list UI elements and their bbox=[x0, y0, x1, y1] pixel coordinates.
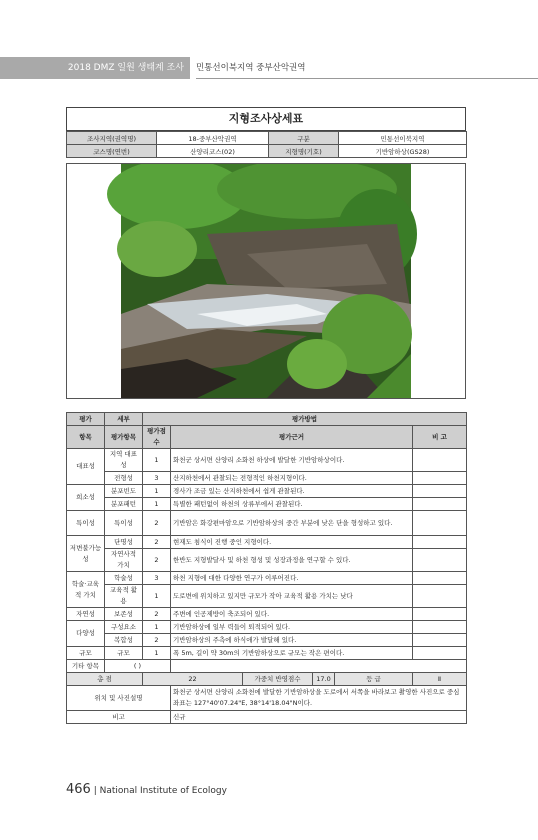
eval-subitem: 지역 대표성 bbox=[105, 449, 143, 472]
eval-header-sub2: 평가항목 bbox=[105, 426, 143, 449]
eval-note bbox=[413, 572, 467, 585]
eval-header-sub: 세부 bbox=[105, 413, 143, 426]
eval-subitem: 규모 bbox=[105, 647, 143, 660]
total-value: 22 bbox=[143, 673, 243, 686]
eval-row bbox=[67, 449, 467, 472]
eval-basis: 기반암하상의 주측에 하식애가 발달해 있다. bbox=[171, 634, 413, 647]
eval-row bbox=[67, 511, 467, 536]
eval-row bbox=[67, 536, 467, 549]
eval-subitem: 구성요소 bbox=[105, 621, 143, 634]
eval-location-row bbox=[67, 686, 467, 711]
other-blank bbox=[171, 660, 467, 673]
eval-score: 2 bbox=[143, 511, 171, 536]
info-value: 기반암하상(GS28) bbox=[339, 145, 467, 158]
eval-row bbox=[67, 621, 467, 634]
info-value: 산양리코스(02) bbox=[157, 145, 269, 158]
other-value: ( ) bbox=[105, 660, 171, 673]
eval-note bbox=[413, 647, 467, 660]
eval-basis: 한반도 지형발달사 및 하천 형성 및 성장과정을 연구할 수 있다. bbox=[171, 549, 413, 572]
eval-note-row bbox=[67, 711, 467, 724]
weighted-label: 가중치 반영점수 bbox=[243, 673, 313, 686]
eval-subitem: 전형성 bbox=[105, 472, 143, 485]
info-label: 조사지역(권역명) bbox=[67, 132, 157, 145]
eval-category: 자연성 bbox=[67, 608, 105, 621]
eval-score: 3 bbox=[143, 572, 171, 585]
note-label: 비고 bbox=[67, 711, 171, 724]
eval-basis: 현재도 침식이 진행 중인 지형이다. bbox=[171, 536, 413, 549]
eval-note bbox=[413, 511, 467, 536]
eval-score: 1 bbox=[143, 585, 171, 608]
page-footer bbox=[66, 782, 227, 797]
footer-organization: National Institute of Ecology bbox=[99, 786, 227, 796]
eval-basis: 기반암하상에 일부 력들이 퇴적되어 있다. bbox=[171, 621, 413, 634]
info-label: 구분 bbox=[269, 132, 339, 145]
eval-note bbox=[413, 621, 467, 634]
info-row bbox=[67, 132, 467, 145]
eval-basis: 화천군 상서면 산양리 소화천 하상에 발달한 기반암하상이다. bbox=[171, 449, 413, 472]
running-header-left: 2018 DMZ 일원 생태계 조사 bbox=[0, 57, 190, 79]
eval-basis: 산지하천에서 관찰되는 전형적인 하천지형이다. bbox=[171, 472, 413, 485]
page-number: 466 bbox=[66, 782, 91, 797]
eval-category: 학술·교육적 가치 bbox=[67, 572, 105, 608]
info-value: 민통선이북지역 bbox=[339, 132, 467, 145]
eval-basis: 도로변에 위치하고 있지만 규모가 작아 교육적 활용 가치는 낮다 bbox=[171, 585, 413, 608]
eval-score: 2 bbox=[143, 549, 171, 572]
eval-note bbox=[413, 449, 467, 472]
eval-subitem: 분포빈도 bbox=[105, 485, 143, 498]
eval-total-row bbox=[67, 673, 467, 686]
info-table bbox=[66, 131, 467, 158]
eval-basis: 폭 5m, 길이 약 30m의 기반암하상으로 규모는 작은 편이다. bbox=[171, 647, 413, 660]
eval-subitem: 자연사적 가치 bbox=[105, 549, 143, 572]
eval-note bbox=[413, 549, 467, 572]
info-label: 코스명(연번) bbox=[67, 145, 157, 158]
eval-subitem: 단명성 bbox=[105, 536, 143, 549]
eval-note bbox=[413, 498, 467, 511]
eval-row bbox=[67, 634, 467, 647]
eval-header-item2: 항목 bbox=[67, 426, 105, 449]
table-title: 지형조사상세표 bbox=[66, 107, 466, 131]
eval-basis: 하천 지형에 대한 다양한 연구가 이루어진다. bbox=[171, 572, 413, 585]
eval-header-score: 평가점수 bbox=[143, 426, 171, 449]
eval-row bbox=[67, 608, 467, 621]
eval-header-row bbox=[67, 413, 467, 426]
eval-category: 특이성 bbox=[67, 511, 105, 536]
eval-row bbox=[67, 585, 467, 608]
eval-subitem: 학술성 bbox=[105, 572, 143, 585]
eval-score: 2 bbox=[143, 608, 171, 621]
info-row bbox=[67, 145, 467, 158]
eval-note bbox=[413, 585, 467, 608]
eval-subitem: 교육적 활용 bbox=[105, 585, 143, 608]
eval-basis: 특별한 패턴없이 하천의 상류부에서 관찰된다. bbox=[171, 498, 413, 511]
header-rule bbox=[196, 78, 538, 79]
eval-score: 2 bbox=[143, 536, 171, 549]
eval-category: 대표성 bbox=[67, 449, 105, 485]
eval-score: 1 bbox=[143, 498, 171, 511]
eval-score: 3 bbox=[143, 472, 171, 485]
eval-header-item: 평가 bbox=[67, 413, 105, 426]
eval-subitem: 보존성 bbox=[105, 608, 143, 621]
eval-note bbox=[413, 608, 467, 621]
eval-basis: 기반암은 화강편마암으로 기반암하상의 중간 부분에 낮은 단을 형성하고 있다. bbox=[171, 511, 413, 536]
location-text: 화천군 상서면 산양리 소화천에 발달한 기반암하상을 도로에서 서쪽을 바라보고 촬영한 사진으로 중심좌표는 127°40'07.24"E, 38°14'18.04"N이다. bbox=[171, 686, 467, 711]
eval-category: 규모 bbox=[67, 647, 105, 660]
eval-note bbox=[413, 485, 467, 498]
total-label: 총 점 bbox=[67, 673, 143, 686]
eval-row bbox=[67, 572, 467, 585]
eval-category: 저변불가능성 bbox=[67, 536, 105, 572]
eval-category: 다양성 bbox=[67, 621, 105, 647]
location-label: 위치 및 사진설명 bbox=[67, 686, 171, 711]
eval-score: 1 bbox=[143, 647, 171, 660]
landscape-photo bbox=[66, 163, 466, 399]
weighted-value: 17.0 bbox=[313, 673, 335, 686]
eval-subitem: 분포패턴 bbox=[105, 498, 143, 511]
eval-score: 1 bbox=[143, 485, 171, 498]
eval-basis: 경사가 조금 있는 산지하천에서 쉽게 관찰된다. bbox=[171, 485, 413, 498]
info-value: 18-중부산악권역 bbox=[157, 132, 269, 145]
evaluation-table bbox=[66, 412, 467, 724]
eval-basis: 주변에 인공제방이 축조되어 있다. bbox=[171, 608, 413, 621]
eval-category: 희소성 bbox=[67, 485, 105, 511]
grade-label: 등 급 bbox=[335, 673, 413, 686]
stream-photo-illustration bbox=[67, 164, 465, 398]
eval-score: 1 bbox=[143, 621, 171, 634]
footer-separator: | bbox=[93, 786, 97, 796]
eval-other-row bbox=[67, 660, 467, 673]
note-text: 신규 bbox=[171, 711, 467, 724]
eval-note bbox=[413, 536, 467, 549]
eval-row bbox=[67, 647, 467, 660]
eval-score: 1 bbox=[143, 449, 171, 472]
info-label: 지형명(기호) bbox=[269, 145, 339, 158]
eval-subitem: 복합성 bbox=[105, 634, 143, 647]
eval-row bbox=[67, 498, 467, 511]
eval-note bbox=[413, 634, 467, 647]
grade-value: Ⅱ bbox=[413, 673, 467, 686]
eval-row bbox=[67, 485, 467, 498]
eval-header-basis: 평가근거 bbox=[171, 426, 413, 449]
eval-row bbox=[67, 549, 467, 572]
running-header-right: 민통선이북지역 중부산악권역 bbox=[196, 63, 306, 73]
eval-score: 2 bbox=[143, 634, 171, 647]
eval-row bbox=[67, 472, 467, 485]
eval-header-method: 평가방법 bbox=[143, 413, 467, 426]
eval-header-note: 비 고 bbox=[413, 426, 467, 449]
eval-header-row2 bbox=[67, 426, 467, 449]
eval-subitem: 특이성 bbox=[105, 511, 143, 536]
other-label: 기타 항목 bbox=[67, 660, 105, 673]
eval-note bbox=[413, 472, 467, 485]
